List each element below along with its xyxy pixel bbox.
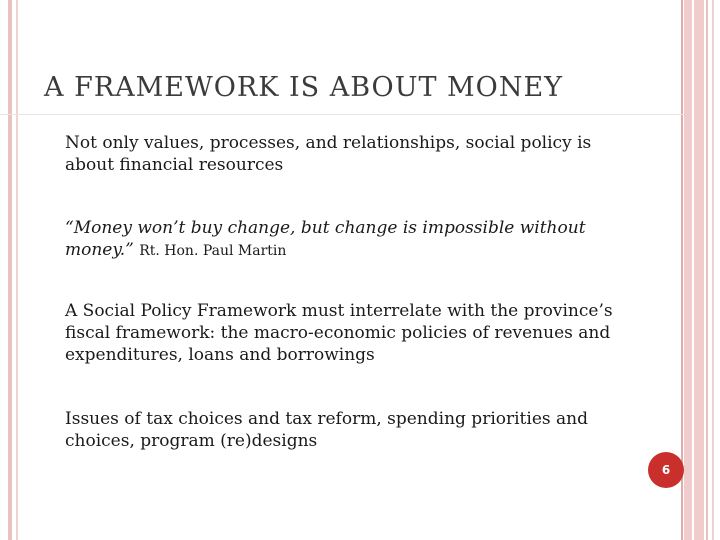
bullet-icon: [34, 220, 48, 234]
quote-attribution: Rt. Hon. Paul Martin: [139, 243, 287, 259]
left-border-line: [8, 0, 12, 540]
right-border-line-edge: [712, 0, 714, 540]
bullet-text: Not only values, processes, and relationships, social policy is about financial resources: [65, 133, 592, 175]
bullet-quote-block: [65, 217, 625, 262]
right-decorative-band: [684, 0, 704, 540]
page-number-badge: 6: [648, 452, 684, 488]
right-border-line: [681, 0, 683, 540]
right-border-line-outer: [706, 0, 708, 540]
bullet-text: Issues of tax choices and tax reform, spending priorities and choices, program (re)designs: [65, 409, 588, 451]
slide-title: A FRAMEWORK IS ABOUT MONEY: [44, 72, 563, 103]
title-divider: [0, 114, 684, 115]
left-border-line-inner: [16, 0, 18, 540]
bullet-icon: [34, 135, 48, 149]
bullet-icon: [34, 411, 48, 425]
quote-text: “Money won’t buy change, but change is impossible without money.”: [65, 218, 586, 260]
bullet-icon: [34, 303, 48, 317]
bullet-text: A Social Policy Framework must interrelate with the province’s fiscal framework: the macro-economic policies of revenues and expenditures, loans and borrowings: [65, 301, 613, 365]
right-band-highlight: [692, 0, 694, 540]
